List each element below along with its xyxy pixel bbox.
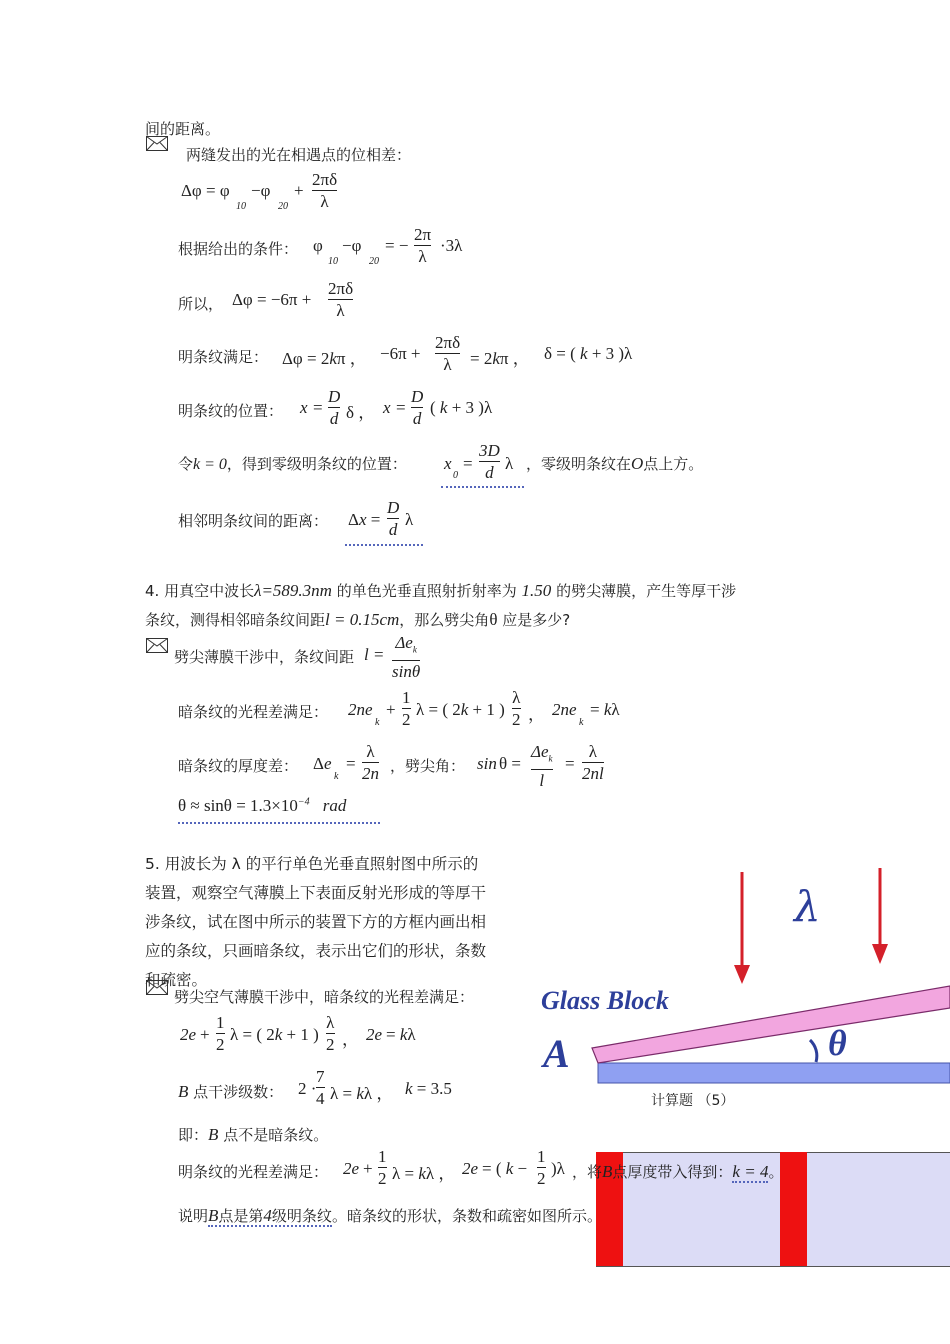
problem-4-line-1: 4. 用真空中波长λ=589.3nm 的单色光垂直照射折射率为 1.50 的劈尖薄膜，产生等厚干涉 [145, 581, 737, 600]
adjacent-spacing-equation: Δx = D d λ [345, 500, 423, 546]
wedge-angle-result: $\theta \approx \sin\theta = 1.3\times 10^{-4}$ rad [178, 796, 380, 824]
condition-label: 根据给出的条件： [178, 240, 299, 258]
angle-arc [810, 1040, 817, 1062]
problem-5-line: 应的条纹，只画暗条纹，表示出它们的形状，条数 [145, 942, 487, 960]
so-label: 所以， [178, 295, 224, 313]
wedge-diagram [530, 860, 950, 1110]
arrow-head [872, 944, 888, 964]
B-not-dark-line: 即：B 点不是暗条纹。 [178, 1125, 329, 1144]
explanation-line: 说明B点是第4级明条纹。暗条纹的形状，条数和疏密如图所示。 [178, 1206, 602, 1225]
adjacent-spacing-label: 相邻明条纹间的距离： [178, 512, 329, 530]
dark-fringe [780, 1152, 807, 1266]
envelope-icon [146, 136, 168, 151]
theta-label: θ [828, 1023, 847, 1063]
problem-5-statement [145, 850, 486, 995]
problem-5-line: 5. 用波长为 λ 的平行单色光垂直照射图中所示的 [145, 855, 479, 873]
wedge-angle-label: ，劈尖角： [390, 757, 466, 775]
problem-5-line: 涉条纹，试在图中所示的装置下方的方框内画出相 [145, 913, 487, 931]
point-A-label: A [543, 1031, 570, 1076]
bright-cond-tail: ，将B点厚度带入得到：k = 4。 [572, 1162, 784, 1181]
dark-condition-label: 暗条纹的光程差满足： [178, 703, 329, 721]
zero-order-text: 令k = 0，得到零级明条纹的位置： [178, 455, 407, 473]
figure-lambda-label: λ [794, 882, 821, 931]
B-order-line: B 点干涉级数： [178, 1082, 284, 1101]
bright-position-label: 明条纹的位置： [178, 402, 284, 420]
envelope-icon [146, 980, 168, 995]
figure-caption: 计算题 （5） [651, 1093, 735, 1109]
problem-5-answer-intro: 劈尖空气薄膜干涉中，暗条纹的光程差满足： [174, 988, 475, 1006]
zero-order-tail: ，零级明条纹在O点上方。 [526, 454, 704, 473]
base-plate [598, 1063, 950, 1083]
arrow-head [734, 965, 750, 984]
bright-condition-label: 明条纹满足： [178, 348, 269, 366]
continued-text: 间的距离。 [145, 120, 221, 138]
problem-4-line-2: 条纹，测得相邻暗条纹间距l = 0.15cm，那么劈尖角θ 应是多少? [145, 610, 571, 629]
bright-cond-line: 明条纹的光程差满足： [178, 1163, 329, 1181]
problem-5-line: 和疏密。 [145, 971, 208, 989]
problem-5-line: 装置，观察空气薄膜上下表面反射光形成的等厚干 [145, 884, 487, 902]
glass-block-label: Glass Block [541, 986, 669, 1015]
envelope-icon [146, 638, 168, 653]
thickness-diff-label: 暗条纹的厚度差： [178, 757, 299, 775]
problem-4-answer-intro: 劈尖薄膜干涉中，条纹间距 [174, 648, 355, 666]
zero-order-equation: x 0 = 3D d λ [441, 444, 524, 488]
answer-intro: 两缝发出的光在相遇点的位相差： [186, 146, 412, 164]
